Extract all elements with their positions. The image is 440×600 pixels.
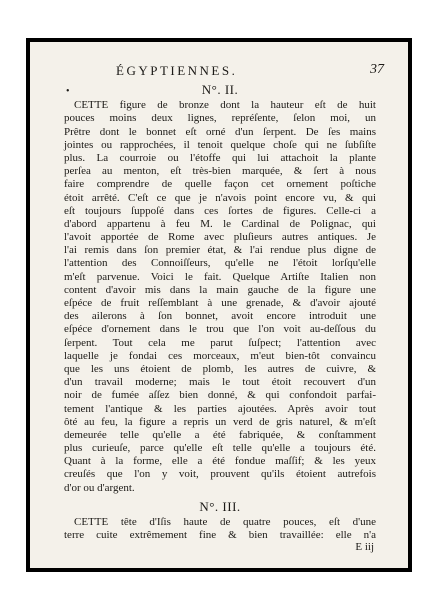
page-text xyxy=(64,62,384,555)
text-line: tement l'antique & les parties ajoutées. Après avoir tout xyxy=(64,402,376,415)
text-line: eſpéce d'ornement dans le trou que l'on voit au-deſſous du xyxy=(64,323,376,336)
text-line: noir de fumée aſſez bien donné, & qui confondoit parfai- xyxy=(64,389,376,402)
section-heading-3 xyxy=(64,500,376,513)
page-number: 37 xyxy=(370,62,384,77)
ornament-dot: • xyxy=(66,86,71,97)
text-line: Prêtre dont le bonnet eſt orné d'un ſerpent. De ſes mains xyxy=(64,125,376,138)
signature-mark: E iij xyxy=(355,541,374,554)
text-line: l'avoit apportée de Rome avec pluſieurs autres antiques. Je xyxy=(64,231,376,244)
section-body-3 xyxy=(64,516,376,542)
text-line: terre cuite extrêmement fine & bien travaillée: elle n'a xyxy=(64,529,376,542)
text-line: demeurée telle qu'elle a été fabriquée, & conſtamment xyxy=(64,428,376,441)
text-line: étoit arrêté. C'eſt ce que je n'avois point encore vu, & qui xyxy=(64,191,376,204)
text-line: ôté au feu, la figure a repris un verd de gris naturel, & m'eſt xyxy=(64,415,376,428)
text-line: ſerpent. Tout cela me parut ſuſpect; l'attention avec xyxy=(64,336,376,349)
text-line: jointes ou rapprochées, il tenoit quelque choſe qui ne ſubſiſte xyxy=(64,138,376,151)
text-line: m'eſt parvenue. Voici le fait. Quelque Artiſte Italien non xyxy=(64,270,376,283)
text-line: plus. La courroie ou l'étoffe qui lui attachoit la plante xyxy=(64,151,376,164)
text-line: d'un travail moderne; mais le tout étoit recouvert d'un xyxy=(64,376,376,389)
text-line: eſpéce de fruit reſſemblant à une grenade, & d'avoir ajouté xyxy=(64,297,376,310)
text-line: content d'avoir mis dans la main gauche de la figure une xyxy=(64,283,376,296)
section-heading-label: N°. III. xyxy=(199,498,241,514)
section-heading-label: N°. II. xyxy=(201,82,239,97)
text-line: l'attention des Connoiſſeurs, qu'elle ne l'étoit lorſqu'elle xyxy=(64,257,376,270)
text-line: creuſés que l'on y voit, prouvent qu'ils étoient autrefois xyxy=(64,468,376,481)
page-header xyxy=(64,62,384,78)
section-heading-2 xyxy=(64,83,376,96)
text-line: que les uns étoient de plomb, les autres de cuivre, & xyxy=(64,362,376,375)
section-body-2 xyxy=(64,99,376,495)
text-line: CETTE tête d'Iſis haute de quatre pouces, eſt d'une xyxy=(74,516,376,529)
text-line: faire comprendre de quelle façon cet ornement poſtiche xyxy=(64,178,376,191)
text-line: d'or ou d'argent. xyxy=(64,481,135,494)
running-head: ÉGYPTIENNES. xyxy=(116,63,238,78)
text-line: pouces moins deux lignes, repréſente, ſelon moi, un xyxy=(64,112,376,125)
book-page xyxy=(30,42,408,568)
text-line: des ailerons à ſon bonnet, avoit encore introduit une xyxy=(64,310,376,323)
text-line: eſt toujours ſuppoſé dans ces ſortes de figures. Celle-ci a xyxy=(64,204,376,217)
text-line: perſea au menton, eſt très-bien marquée, & ſert à nous xyxy=(64,165,376,178)
text-line: d'abord appartenu à feu M. le Cardinal de Polignac, qui xyxy=(64,217,376,230)
text-line: Quant à la forme, elle a été fondue maſſif; & les yeux xyxy=(64,455,376,468)
text-line: laquelle je fondai ces morceaux, m'eut bien-tôt convaincu xyxy=(64,349,376,362)
text-line: CETTE figure de bronze dont la hauteur eſt de huit xyxy=(74,99,376,112)
text-line: plus curieuſe, parce qu'elle eſt telle qu'elle a toujours été. xyxy=(64,442,376,455)
text-line: l'ai remis dans ſon premier état, & l'ai rendue plus digne de xyxy=(64,244,376,257)
